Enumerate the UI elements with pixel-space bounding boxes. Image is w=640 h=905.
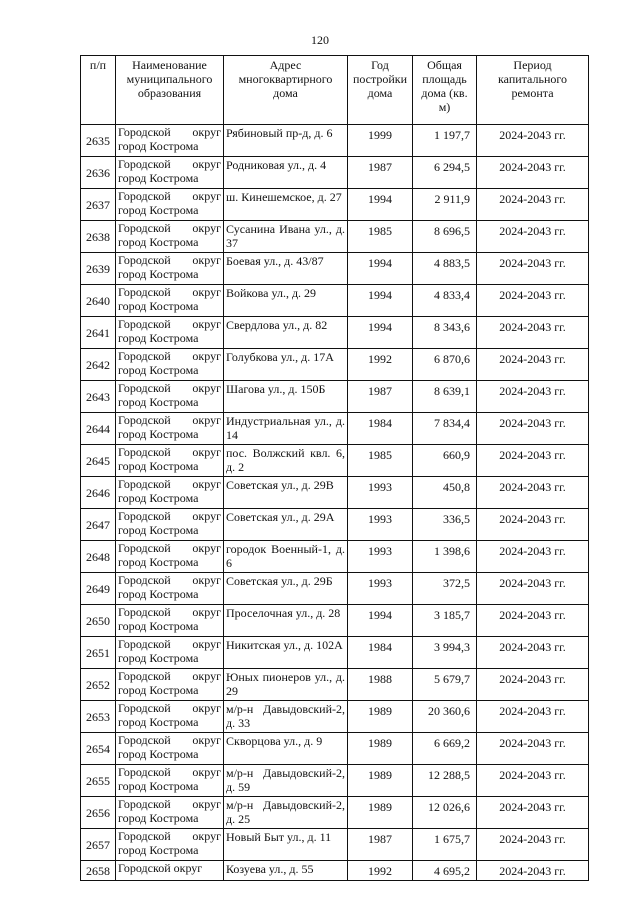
row-number: 2638 <box>81 221 116 253</box>
table-row <box>81 189 589 221</box>
period-cell: 2024-2043 гг. <box>477 477 589 509</box>
municipality-cell: Городской округ город Кострома <box>116 253 224 285</box>
row-number: 2650 <box>81 605 116 637</box>
table-row <box>81 765 589 797</box>
address-cell: Проселочная ул., д. 28 <box>224 605 348 637</box>
table-row <box>81 797 589 829</box>
table-row <box>81 381 589 413</box>
area-cell: 8 343,6 <box>413 317 477 349</box>
period-cell: 2024-2043 гг. <box>477 381 589 413</box>
municipality-cell: Городской округ город Кострома <box>116 381 224 413</box>
area-cell: 450,8 <box>413 477 477 509</box>
year-cell: 1993 <box>348 509 413 541</box>
year-cell: 1994 <box>348 317 413 349</box>
table-row <box>81 221 589 253</box>
municipality-cell: Городской округ город Кострома <box>116 317 224 349</box>
row-number: 2651 <box>81 637 116 669</box>
period-cell: 2024-2043 гг. <box>477 413 589 445</box>
period-cell: 2024-2043 гг. <box>477 637 589 669</box>
year-cell: 1987 <box>348 157 413 189</box>
page-number: 120 <box>311 33 329 47</box>
table-row <box>81 733 589 765</box>
header-address: Адрес многоквартирного дома <box>224 56 348 125</box>
municipality-cell: Городской округ город Кострома <box>116 413 224 445</box>
area-cell: 5 679,7 <box>413 669 477 701</box>
address-cell: м/р-н Давыдовский-2, д. 59 <box>224 765 348 797</box>
period-cell: 2024-2043 гг. <box>477 509 589 541</box>
period-cell: 2024-2043 гг. <box>477 285 589 317</box>
municipality-cell: Городской округ <box>116 861 224 881</box>
municipality-cell: Городской округ город Кострома <box>116 637 224 669</box>
area-cell: 4 695,2 <box>413 861 477 881</box>
period-cell: 2024-2043 гг. <box>477 701 589 733</box>
header-municipality: Наименование муниципального образования <box>116 56 224 125</box>
municipality-cell: Городской округ город Кострома <box>116 157 224 189</box>
municipality-cell: Городской округ город Кострома <box>116 669 224 701</box>
year-cell: 1984 <box>348 637 413 669</box>
row-number: 2654 <box>81 733 116 765</box>
year-cell: 1989 <box>348 765 413 797</box>
address-cell: Новый Быт ул., д. 11 <box>224 829 348 861</box>
row-number: 2658 <box>81 861 116 881</box>
period-cell: 2024-2043 гг. <box>477 765 589 797</box>
table-row <box>81 285 589 317</box>
year-cell: 1992 <box>348 861 413 881</box>
year-cell: 1994 <box>348 253 413 285</box>
period-cell: 2024-2043 гг. <box>477 829 589 861</box>
area-cell: 6 870,6 <box>413 349 477 381</box>
table-row <box>81 157 589 189</box>
area-cell: 660,9 <box>413 445 477 477</box>
year-cell: 1985 <box>348 221 413 253</box>
row-number: 2652 <box>81 669 116 701</box>
table-row <box>81 573 589 605</box>
municipality-cell: Городской округ город Кострома <box>116 797 224 829</box>
address-cell: Свердлова ул., д. 82 <box>224 317 348 349</box>
area-cell: 4 833,4 <box>413 285 477 317</box>
period-cell: 2024-2043 гг. <box>477 573 589 605</box>
table-row <box>81 541 589 573</box>
address-cell: Скворцова ул., д. 9 <box>224 733 348 765</box>
year-cell: 1988 <box>348 669 413 701</box>
municipality-cell: Городской округ город Кострома <box>116 701 224 733</box>
year-cell: 1999 <box>348 125 413 157</box>
address-cell: городок Военный-1, д. 6 <box>224 541 348 573</box>
table-row <box>81 829 589 861</box>
year-cell: 1994 <box>348 189 413 221</box>
municipality-cell: Городской округ город Кострома <box>116 605 224 637</box>
address-cell: м/р-н Давыдовский-2, д. 33 <box>224 701 348 733</box>
address-cell: Индустриальная ул., д. 14 <box>224 413 348 445</box>
area-cell: 1 197,7 <box>413 125 477 157</box>
period-cell: 2024-2043 гг. <box>477 861 589 881</box>
table-row <box>81 413 589 445</box>
period-cell: 2024-2043 гг. <box>477 797 589 829</box>
table-row <box>81 349 589 381</box>
municipality-cell: Городской округ город Кострома <box>116 125 224 157</box>
period-cell: 2024-2043 гг. <box>477 541 589 573</box>
row-number: 2656 <box>81 797 116 829</box>
year-cell: 1994 <box>348 285 413 317</box>
address-cell: Шагова ул., д. 150Б <box>224 381 348 413</box>
address-cell: Сусанина Ивана ул., д. 37 <box>224 221 348 253</box>
period-cell: 2024-2043 гг. <box>477 669 589 701</box>
row-number: 2646 <box>81 477 116 509</box>
address-cell: Советская ул., д. 29А <box>224 509 348 541</box>
header-period: Период капитального ремонта <box>477 56 589 125</box>
area-cell: 6 294,5 <box>413 157 477 189</box>
row-number: 2653 <box>81 701 116 733</box>
area-cell: 7 834,4 <box>413 413 477 445</box>
municipality-cell: Городской округ город Кострома <box>116 829 224 861</box>
table-body <box>81 125 589 881</box>
housing-table <box>80 55 589 881</box>
municipality-cell: Городской округ город Кострома <box>116 189 224 221</box>
area-cell: 3 994,3 <box>413 637 477 669</box>
year-cell: 1992 <box>348 349 413 381</box>
municipality-cell: Городской округ город Кострома <box>116 509 224 541</box>
year-cell: 1987 <box>348 829 413 861</box>
table-row <box>81 669 589 701</box>
row-number: 2636 <box>81 157 116 189</box>
row-number: 2640 <box>81 285 116 317</box>
row-number: 2648 <box>81 541 116 573</box>
area-cell: 1 675,7 <box>413 829 477 861</box>
header-num: п/п <box>81 56 116 125</box>
period-cell: 2024-2043 гг. <box>477 733 589 765</box>
table-row <box>81 253 589 285</box>
table-row <box>81 509 589 541</box>
period-cell: 2024-2043 гг. <box>477 221 589 253</box>
address-cell: Войкова ул., д. 29 <box>224 285 348 317</box>
area-cell: 8 639,1 <box>413 381 477 413</box>
row-number: 2639 <box>81 253 116 285</box>
address-cell: Советская ул., д. 29Б <box>224 573 348 605</box>
municipality-cell: Городской округ город Кострома <box>116 285 224 317</box>
year-cell: 1984 <box>348 413 413 445</box>
address-cell: м/р-н Давыдовский-2, д. 25 <box>224 797 348 829</box>
row-number: 2645 <box>81 445 116 477</box>
year-cell: 1989 <box>348 701 413 733</box>
address-cell: Юных пионеров ул., д. 29 <box>224 669 348 701</box>
address-cell: Голубкова ул., д. 17А <box>224 349 348 381</box>
table-row <box>81 637 589 669</box>
address-cell: Рябиновый пр-д, д. 6 <box>224 125 348 157</box>
row-number: 2641 <box>81 317 116 349</box>
year-cell: 1994 <box>348 605 413 637</box>
municipality-cell: Городской округ город Кострома <box>116 573 224 605</box>
period-cell: 2024-2043 гг. <box>477 317 589 349</box>
row-number: 2657 <box>81 829 116 861</box>
address-cell: ш. Кинешемское, д. 27 <box>224 189 348 221</box>
year-cell: 1989 <box>348 797 413 829</box>
year-cell: 1993 <box>348 573 413 605</box>
row-number: 2643 <box>81 381 116 413</box>
area-cell: 336,5 <box>413 509 477 541</box>
row-number: 2647 <box>81 509 116 541</box>
period-cell: 2024-2043 гг. <box>477 445 589 477</box>
area-cell: 372,5 <box>413 573 477 605</box>
area-cell: 20 360,6 <box>413 701 477 733</box>
period-cell: 2024-2043 гг. <box>477 125 589 157</box>
table-row <box>81 477 589 509</box>
header-year: Год постройки дома <box>348 56 413 125</box>
area-cell: 1 398,6 <box>413 541 477 573</box>
municipality-cell: Городской округ город Кострома <box>116 765 224 797</box>
table-header-row <box>81 56 589 125</box>
address-cell: Боевая ул., д. 43/87 <box>224 253 348 285</box>
year-cell: 1993 <box>348 541 413 573</box>
address-cell: Родниковая ул., д. 4 <box>224 157 348 189</box>
header-area: Общая площадь дома (кв. м) <box>413 56 477 125</box>
address-cell: Козуева ул., д. 55 <box>224 861 348 881</box>
year-cell: 1989 <box>348 733 413 765</box>
table-row <box>81 605 589 637</box>
area-cell: 2 911,9 <box>413 189 477 221</box>
area-cell: 6 669,2 <box>413 733 477 765</box>
year-cell: 1993 <box>348 477 413 509</box>
municipality-cell: Городской округ город Кострома <box>116 349 224 381</box>
table-row <box>81 701 589 733</box>
row-number: 2642 <box>81 349 116 381</box>
area-cell: 3 185,7 <box>413 605 477 637</box>
address-cell: Никитская ул., д. 102А <box>224 637 348 669</box>
row-number: 2635 <box>81 125 116 157</box>
table-row <box>81 445 589 477</box>
area-cell: 8 696,5 <box>413 221 477 253</box>
address-cell: пос. Волжский квл. 6, д. 2 <box>224 445 348 477</box>
row-number: 2644 <box>81 413 116 445</box>
address-cell: Советская ул., д. 29В <box>224 477 348 509</box>
area-cell: 12 288,5 <box>413 765 477 797</box>
municipality-cell: Городской округ город Кострома <box>116 445 224 477</box>
municipality-cell: Городской округ город Кострома <box>116 221 224 253</box>
area-cell: 12 026,6 <box>413 797 477 829</box>
row-number: 2649 <box>81 573 116 605</box>
period-cell: 2024-2043 гг. <box>477 189 589 221</box>
period-cell: 2024-2043 гг. <box>477 605 589 637</box>
municipality-cell: Городской округ город Кострома <box>116 477 224 509</box>
period-cell: 2024-2043 гг. <box>477 253 589 285</box>
period-cell: 2024-2043 гг. <box>477 157 589 189</box>
table-row <box>81 317 589 349</box>
year-cell: 1985 <box>348 445 413 477</box>
row-number: 2655 <box>81 765 116 797</box>
year-cell: 1987 <box>348 381 413 413</box>
period-cell: 2024-2043 гг. <box>477 349 589 381</box>
municipality-cell: Городской округ город Кострома <box>116 541 224 573</box>
row-number: 2637 <box>81 189 116 221</box>
area-cell: 4 883,5 <box>413 253 477 285</box>
table-row <box>81 861 589 881</box>
municipality-cell: Городской округ город Кострома <box>116 733 224 765</box>
table-row <box>81 125 589 157</box>
